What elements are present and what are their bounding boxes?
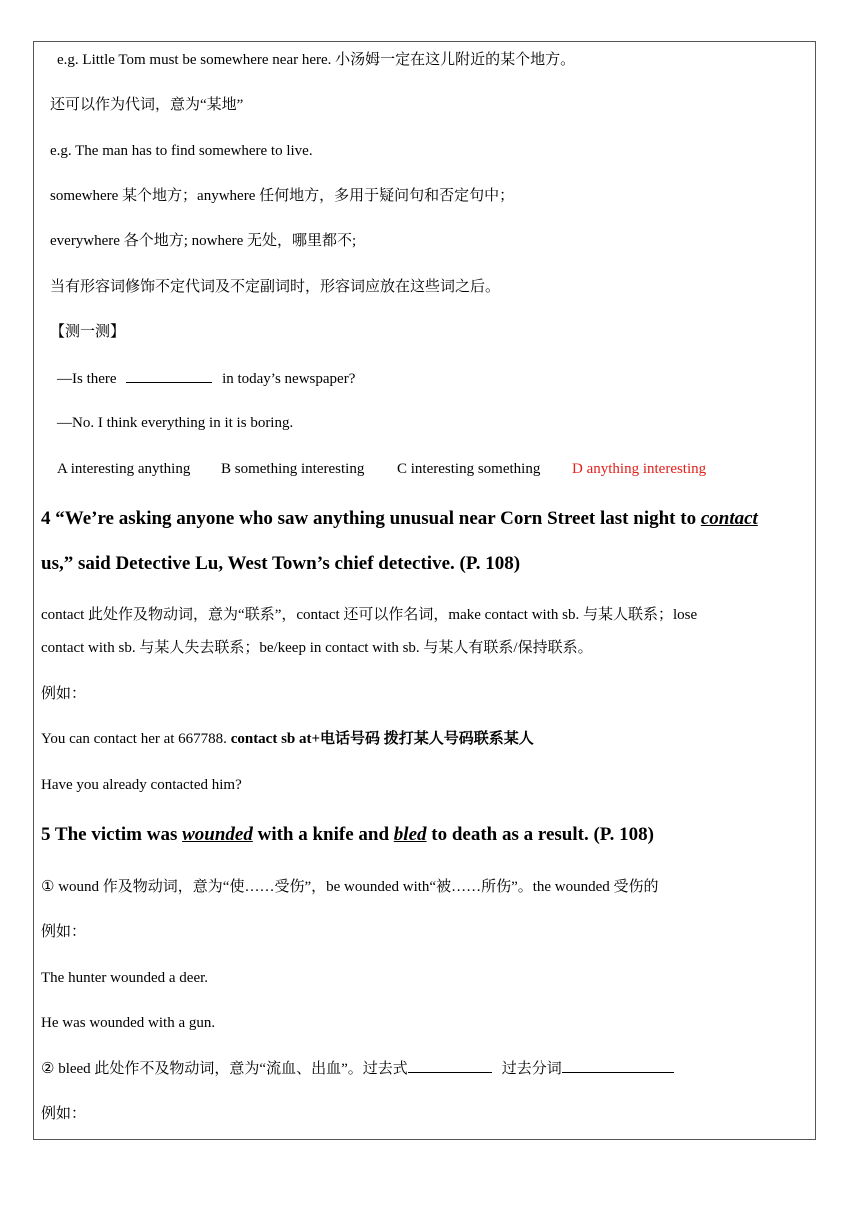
- example-sentence: The hunter wounded a deer.: [41, 970, 209, 986]
- example-text: You can contact her at 667788.: [41, 731, 227, 747]
- heading-text: 5 The victim was: [41, 824, 178, 845]
- past-participle-blank: [562, 1058, 674, 1073]
- keyword-contact: contact: [700, 508, 758, 529]
- quiz-question-start: —Is there: [57, 371, 117, 387]
- explanation-text: contact 此处作及物动词，意为“联系”，contact 还可以作名词，make contact with sb. 与某人联系；lose: [41, 607, 698, 623]
- quiz-heading: 【测一测】: [50, 324, 126, 340]
- usage-note: contact sb at+电话号码 拨打某人号码联系某人: [230, 731, 534, 747]
- quiz-question-end: in today’s newspaper?: [222, 371, 356, 387]
- example-sentence: Have you already contacted him?: [41, 777, 242, 793]
- example-label: 例如：: [41, 686, 87, 702]
- section-5-heading: [41, 823, 654, 847]
- heading-text: 4 “We’re asking anyone who saw anything unusual near Corn Street last night to: [41, 508, 697, 529]
- explanation-text: ① wound 作及物动词，意为“使……受伤”，be wounded with“被……所伤”。the wounded 受伤的: [41, 879, 659, 895]
- note-text: 当有形容词修饰不定代词及不定副词时，形容词应放在这些词之后。: [50, 279, 501, 295]
- heading-text: with a knife and: [257, 824, 390, 845]
- example-label: 例如：: [41, 1106, 87, 1122]
- example-sentence: e.g. Little Tom must be somewhere near here. 小汤姆一定在这儿附近的某个地方。: [57, 52, 576, 68]
- example-sentence: e.g. The man has to find somewhere to live.: [50, 143, 313, 159]
- explanation-end: 过去分词: [501, 1061, 562, 1077]
- note-text: 还可以作为代词，意为“某地”: [50, 97, 244, 113]
- note-text: everywhere 各个地方; nowhere 无处，哪里都不;: [50, 233, 357, 249]
- keyword-bled: bled: [393, 824, 427, 845]
- answer-blank: [126, 368, 212, 383]
- example-sentence: He was wounded with a gun.: [41, 1015, 216, 1031]
- note-text: somewhere 某个地方；anywhere 任何地方，多用于疑问句和否定句中；: [50, 188, 515, 204]
- section-4-heading-line-2: us,” said Detective Lu, West Town’s chief detective. (P. 108): [41, 553, 521, 574]
- option-c: C interesting something: [397, 461, 541, 477]
- option-d-answer: D anything interesting: [572, 461, 707, 477]
- explanation-text: [41, 1058, 674, 1079]
- quiz-reply: —No. I think everything in it is boring.: [57, 415, 294, 431]
- example-sentence: [41, 729, 534, 749]
- explanation-start: ② bleed 此处作不及物动词，意为“流血、出血”。过去式: [41, 1061, 408, 1077]
- option-a: A interesting anything: [57, 461, 191, 477]
- option-b: B something interesting: [221, 461, 365, 477]
- section-4-heading-line-1: [41, 507, 758, 531]
- example-label: 例如：: [41, 924, 87, 940]
- heading-text: to death as a result. (P. 108): [431, 824, 654, 845]
- quiz-question: [57, 368, 355, 389]
- past-tense-blank: [408, 1058, 492, 1073]
- keyword-wounded: wounded: [182, 824, 253, 845]
- explanation-text: contact with sb. 与某人失去联系；be/keep in contact with sb. 与某人有联系/保持联系。: [41, 640, 593, 656]
